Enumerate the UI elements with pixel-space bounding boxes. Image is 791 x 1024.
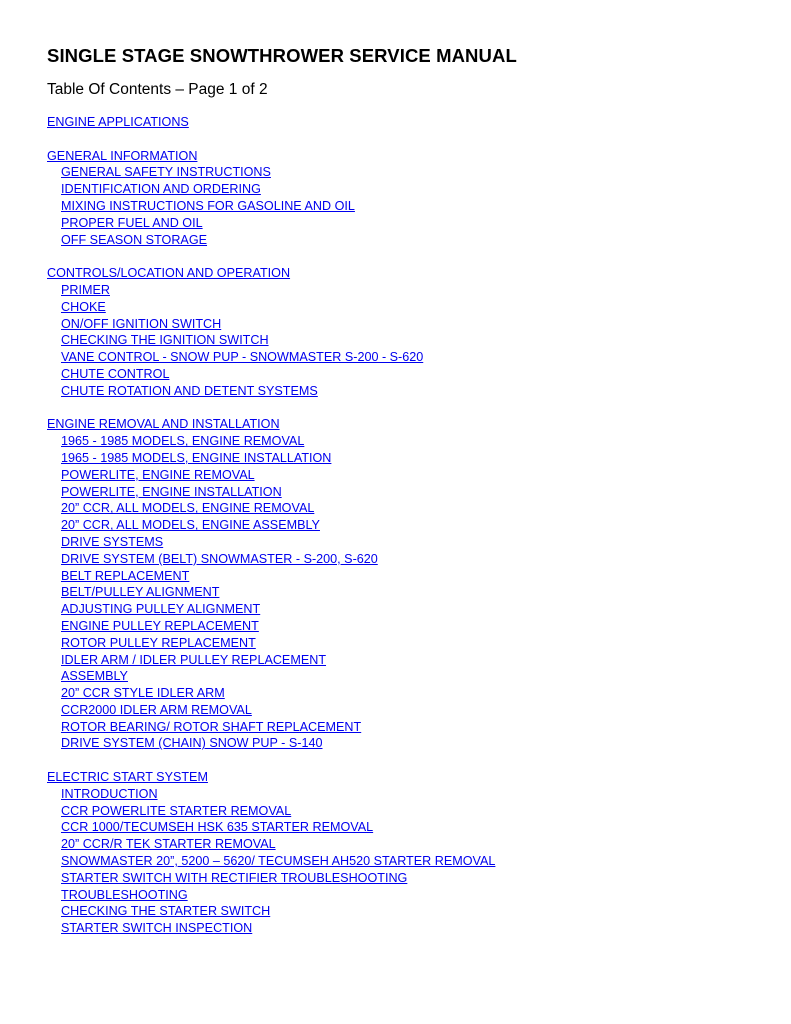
toc-item-link[interactable]: IDENTIFICATION AND ORDERING: [61, 182, 261, 197]
toc-item-link[interactable]: DRIVE SYSTEMS: [61, 534, 164, 549]
toc-item-link[interactable]: POWERLITE, ENGINE REMOVAL: [61, 467, 255, 482]
document-page: [47, 44, 771, 954]
toc-item-link[interactable]: ON/OFF IGNITION SWITCH: [61, 316, 222, 331]
toc-item-link[interactable]: DRIVE SYSTEM (CHAIN) SNOW PUP - S-140: [61, 736, 323, 751]
toc-item-link[interactable]: 20” CCR, ALL MODELS, ENGINE REMOVAL: [61, 501, 315, 516]
toc-item-link[interactable]: 20” CCR STYLE IDLER ARM: [61, 686, 225, 701]
toc-section: [47, 416, 771, 752]
toc-section-link[interactable]: CONTROLS/LOCATION AND OPERATION: [47, 266, 291, 281]
toc-item-link[interactable]: CCR POWERLITE STARTER REMOVAL: [61, 803, 292, 818]
toc-item-link[interactable]: OFF SEASON STORAGE: [61, 232, 208, 247]
toc-item-link[interactable]: CCR 1000/TECUMSEH HSK 635 STARTER REMOVAL: [61, 820, 374, 835]
toc-item-link[interactable]: BELT/PULLEY ALIGNMENT: [61, 585, 220, 600]
toc-item-link[interactable]: TROUBLESHOOTING: [61, 887, 188, 902]
toc-item-link[interactable]: 1965 - 1985 MODELS, ENGINE REMOVAL: [61, 434, 305, 449]
toc-item-link[interactable]: VANE CONTROL - SNOW PUP - SNOWMASTER S-200 - S-620: [61, 350, 424, 365]
toc-item-link[interactable]: STARTER SWITCH INSPECTION: [61, 921, 253, 936]
toc-item-link[interactable]: POWERLITE, ENGINE INSTALLATION: [61, 484, 282, 499]
toc-section-link[interactable]: ELECTRIC START SYSTEM: [47, 770, 208, 785]
toc-item-link[interactable]: DRIVE SYSTEM (BELT) SNOWMASTER - S-200, S-620: [61, 551, 378, 566]
toc-section-link[interactable]: ENGINE APPLICATIONS: [47, 115, 189, 129]
toc-item-link[interactable]: CHUTE ROTATION AND DETENT SYSTEMS: [61, 383, 318, 398]
toc-item-link[interactable]: ROTOR PULLEY REPLACEMENT: [61, 635, 256, 650]
toc-item-link[interactable]: CHECKING THE STARTER SWITCH: [61, 904, 271, 919]
toc-item-link[interactable]: GENERAL SAFETY INSTRUCTIONS: [61, 165, 271, 180]
table-of-contents: [47, 114, 771, 937]
document-title: SINGLE STAGE SNOWTHROWER SERVICE MANUAL: [47, 45, 517, 66]
toc-item-link[interactable]: IDLER ARM / IDLER PULLEY REPLACEMENT: [61, 652, 327, 667]
toc-section-link[interactable]: ENGINE REMOVAL AND INSTALLATION: [47, 417, 280, 432]
toc-section: [47, 265, 771, 399]
toc-section-link[interactable]: GENERAL INFORMATION: [47, 148, 198, 163]
toc-item-link[interactable]: CHECKING THE IGNITION SWITCH: [61, 333, 269, 348]
toc-section: [47, 114, 771, 131]
toc-item-link[interactable]: ROTOR BEARING/ ROTOR SHAFT REPLACEMENT: [61, 719, 362, 734]
toc-item-link[interactable]: ENGINE PULLEY REPLACEMENT: [61, 618, 259, 633]
toc-item-link[interactable]: PRIMER: [61, 282, 110, 297]
toc-section: [47, 769, 771, 937]
toc-item-link[interactable]: CHOKE: [61, 299, 106, 314]
toc-section: [47, 148, 771, 249]
toc-item-link[interactable]: BELT REPLACEMENT: [61, 568, 190, 583]
toc-item-link[interactable]: ADJUSTING PULLEY ALIGNMENT: [61, 602, 261, 617]
toc-item-link[interactable]: ASSEMBLY: [61, 669, 128, 684]
toc-item-link[interactable]: 20” CCR, ALL MODELS, ENGINE ASSEMBLY: [61, 518, 320, 533]
toc-item-link[interactable]: MIXING INSTRUCTIONS FOR GASOLINE AND OIL: [61, 198, 355, 213]
toc-item-link[interactable]: PROPER FUEL AND OIL: [61, 215, 203, 230]
toc-item-link[interactable]: 1965 - 1985 MODELS, ENGINE INSTALLATION: [61, 450, 332, 465]
toc-item-link[interactable]: 20” CCR/R TEK STARTER REMOVAL: [61, 837, 276, 852]
document-subtitle: Table Of Contents – Page 1 of 2: [47, 81, 268, 98]
toc-item-link[interactable]: INTRODUCTION: [61, 786, 158, 801]
toc-item-link[interactable]: CCR2000 IDLER ARM REMOVAL: [61, 702, 252, 717]
toc-item-link[interactable]: CHUTE CONTROL: [61, 366, 170, 381]
toc-item-link[interactable]: SNOWMASTER 20”, 5200 – 5620/ TECUMSEH AH520 STARTER REMOVAL: [61, 854, 496, 869]
toc-item-link[interactable]: STARTER SWITCH WITH RECTIFIER TROUBLESHOOTING: [61, 870, 408, 885]
